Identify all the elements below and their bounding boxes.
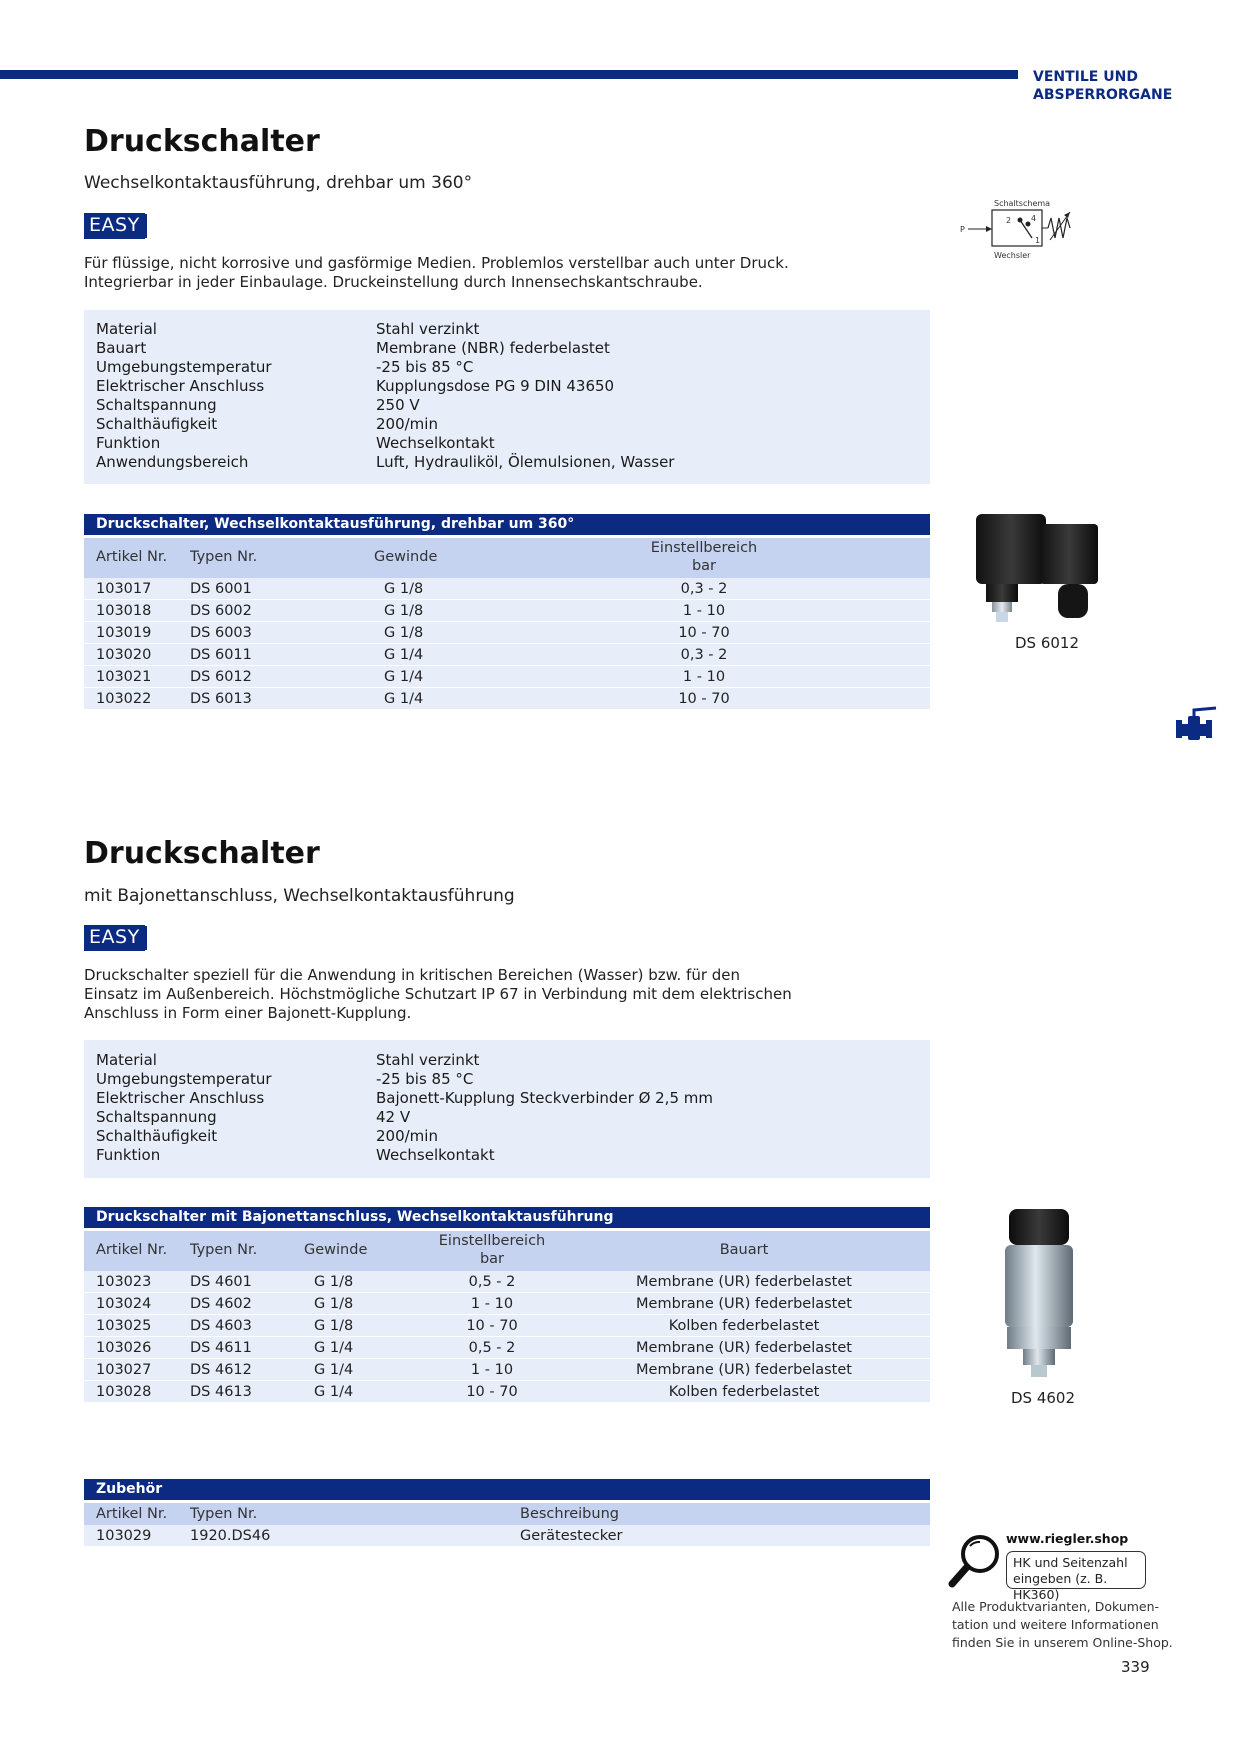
cell-bereich: 10 - 70 xyxy=(466,1384,518,1400)
schematic-n4: 4 xyxy=(1031,214,1037,223)
cell-gewinde: G 1/8 xyxy=(384,625,424,641)
cell-typen: DS 6011 xyxy=(190,647,252,663)
schematic-title: Schaltschema xyxy=(994,199,1051,208)
table-row xyxy=(84,644,930,666)
product2-description: Druckschalter speziell für die Anwendung in kritischen Bereichen (Wasser) bzw. für den Einsatz im Außenbereich. Höchstmögliche Schutzart IP 67 in Verbindung mit dem elektrischen Anschluss in Form einer Bajonett-Kupplung. xyxy=(84,966,792,1022)
cell-typen: DS 6001 xyxy=(190,581,252,597)
shop-url[interactable]: www.riegler.shop xyxy=(1006,1531,1129,1546)
cell-typen: 1920.DS46 xyxy=(190,1528,271,1544)
cell-bereich: 1 - 10 xyxy=(682,669,726,685)
cell-artikel: 103017 xyxy=(96,581,152,597)
spec-key: Material xyxy=(96,320,157,338)
product2-title: Druckschalter xyxy=(84,836,320,871)
spec-value: -25 bis 85 °C xyxy=(376,358,474,376)
cell-gewinde: G 1/4 xyxy=(384,647,424,663)
cell-typen: DS 6012 xyxy=(190,669,252,685)
col-typen: Typen Nr. xyxy=(190,1242,258,1258)
table-row xyxy=(84,1359,930,1381)
spec-value: Kupplungsdose PG 9 DIN 43650 xyxy=(376,377,615,395)
cell-typen: DS 4602 xyxy=(190,1296,252,1312)
cell-beschreibung: Gerätestecker xyxy=(520,1528,623,1544)
spec-key: Funktion xyxy=(96,1146,161,1164)
col-einstellbereich-unit: bar xyxy=(691,558,717,574)
product2-image-caption: DS 4602 xyxy=(1011,1389,1076,1407)
table-row xyxy=(84,1293,930,1315)
cell-bereich: 10 - 70 xyxy=(678,625,730,641)
col-bauart: Bauart xyxy=(719,1242,769,1258)
table-row xyxy=(84,1525,930,1547)
spec-row xyxy=(84,1127,930,1146)
cell-artikel: 103028 xyxy=(96,1384,152,1400)
table-row xyxy=(84,1381,930,1403)
product1-specs xyxy=(84,310,930,484)
col-einstellbereich: Einstellbereich xyxy=(438,1233,546,1249)
product1-table-header xyxy=(84,538,930,578)
spec-value: Wechselkontakt xyxy=(376,1146,495,1164)
spec-key: Schalthäufigkeit xyxy=(96,1127,218,1145)
cell-typen: DS 4603 xyxy=(190,1318,252,1334)
table-row xyxy=(84,688,930,710)
cell-bereich: 10 - 70 xyxy=(678,691,730,707)
product1-table-title: Druckschalter, Wechselkontaktausführung, drehbar um 360° xyxy=(84,514,930,535)
magnifier-icon xyxy=(946,1532,1004,1590)
spec-key: Bauart xyxy=(96,339,147,357)
cell-typen: DS 6003 xyxy=(190,625,252,641)
cell-artikel: 103020 xyxy=(96,647,152,663)
cell-gewinde: G 1/4 xyxy=(314,1340,354,1356)
spec-row xyxy=(84,396,930,415)
col-artikel: Artikel Nr. xyxy=(96,1242,168,1258)
col-artikel: Artikel Nr. xyxy=(96,549,168,565)
cell-bereich: 10 - 70 xyxy=(466,1318,518,1334)
cell-typen: DS 4612 xyxy=(190,1362,252,1378)
spec-row xyxy=(84,434,930,453)
product1-easy-badge: EASY xyxy=(84,213,145,239)
section-label: VENTILE UND ABSPERRORGANE xyxy=(1033,69,1173,103)
cell-gewinde: G 1/8 xyxy=(384,603,424,619)
cell-bauart: Kolben federbelastet xyxy=(668,1384,820,1400)
top-bar xyxy=(0,70,1018,79)
cell-bereich: 1 - 10 xyxy=(682,603,726,619)
spec-value: 200/min xyxy=(376,415,438,433)
spec-row xyxy=(84,1146,930,1165)
product-image-ds4602 xyxy=(995,1205,1085,1380)
accessory-title: Zubehör xyxy=(84,1479,930,1500)
spec-value: 42 V xyxy=(376,1108,411,1126)
spec-key: Material xyxy=(96,1051,157,1069)
switch-schematic-icon xyxy=(958,198,1108,263)
col-gewinde: Gewinde xyxy=(304,1242,368,1258)
spec-row xyxy=(84,1108,930,1127)
cell-artikel: 103027 xyxy=(96,1362,152,1378)
cell-gewinde: G 1/8 xyxy=(314,1296,354,1312)
spec-key: Elektrischer Anschluss xyxy=(96,377,265,395)
cell-bauart: Membrane (UR) federbelastet xyxy=(636,1362,852,1378)
cell-artikel: 103024 xyxy=(96,1296,152,1312)
product2-subtitle: mit Bajonettanschluss, Wechselkontaktausführung xyxy=(84,886,515,906)
cell-gewinde: G 1/4 xyxy=(314,1362,354,1378)
valve-icon xyxy=(1176,706,1218,740)
cell-artikel: 103023 xyxy=(96,1274,152,1290)
table-row xyxy=(84,600,930,622)
spec-row xyxy=(84,453,930,472)
product2-table xyxy=(84,1207,930,1403)
cell-gewinde: G 1/8 xyxy=(314,1318,354,1334)
spec-key: Schaltspannung xyxy=(96,1108,217,1126)
table-row xyxy=(84,622,930,644)
product-image-ds6012 xyxy=(970,510,1120,630)
cell-artikel: 103026 xyxy=(96,1340,152,1356)
cell-artikel: 103021 xyxy=(96,669,152,685)
product2-easy-badge: EASY xyxy=(84,925,145,951)
product1-title: Druckschalter xyxy=(84,124,320,159)
cell-gewinde: G 1/4 xyxy=(384,691,424,707)
spec-value: Membrane (NBR) federbelastet xyxy=(376,339,610,357)
spec-value: 250 V xyxy=(376,396,420,414)
shop-hint-box: HK und Seitenzahl eingeben (z. B. HK360) xyxy=(1006,1551,1146,1589)
spec-value: Bajonett-Kupplung Steckverbinder Ø 2,5 mm xyxy=(376,1089,713,1107)
spec-value: Luft, Hydrauliköl, Ölemulsionen, Wasser xyxy=(376,453,675,471)
cell-gewinde: G 1/8 xyxy=(384,581,424,597)
cell-artikel: 103022 xyxy=(96,691,152,707)
page-number: 339 xyxy=(1121,1658,1150,1676)
cell-artikel: 103018 xyxy=(96,603,152,619)
table-row xyxy=(84,578,930,600)
col-einstellbereich: Einstellbereich xyxy=(650,540,758,556)
product2-table-header xyxy=(84,1231,930,1271)
cell-bereich: 0,5 - 2 xyxy=(468,1340,516,1356)
cell-bereich: 0,5 - 2 xyxy=(468,1274,516,1290)
spec-row xyxy=(84,1089,930,1108)
spec-value: Wechselkontakt xyxy=(376,434,495,452)
spec-key: Umgebungstemperatur xyxy=(96,358,272,376)
cell-artikel: 103025 xyxy=(96,1318,152,1334)
cell-typen: DS 6013 xyxy=(190,691,252,707)
spec-key: Umgebungstemperatur xyxy=(96,1070,272,1088)
spec-row xyxy=(84,320,930,339)
spec-key: Anwendungsbereich xyxy=(96,453,249,471)
schematic-label: Wechsler xyxy=(994,251,1031,260)
cell-gewinde: G 1/4 xyxy=(384,669,424,685)
col-einstellbereich-unit: bar xyxy=(479,1251,505,1267)
spec-key: Schaltspannung xyxy=(96,396,217,414)
product2-table-title: Druckschalter mit Bajonettanschluss, Wechselkontaktausführung xyxy=(84,1207,930,1228)
spec-value: Stahl verzinkt xyxy=(376,320,480,338)
spec-key: Elektrischer Anschluss xyxy=(96,1089,265,1107)
product1-description: Für flüssige, nicht korrosive und gasförmige Medien. Problemlos verstellbar auch unter Druck. Integrierbar in jeder Einbaulage. Druckeinstellung durch Innensechskantschraube. xyxy=(84,254,789,291)
cell-bauart: Membrane (UR) federbelastet xyxy=(636,1274,852,1290)
col-artikel: Artikel Nr. xyxy=(96,1506,168,1522)
spec-row xyxy=(84,1070,930,1089)
product2-specs xyxy=(84,1040,930,1178)
cell-typen: DS 4611 xyxy=(190,1340,252,1356)
col-gewinde: Gewinde xyxy=(374,549,438,565)
spec-key: Funktion xyxy=(96,434,161,452)
cell-bereich: 0,3 - 2 xyxy=(680,647,728,663)
badge-divider xyxy=(145,214,147,238)
product1-subtitle: Wechselkontaktausführung, drehbar um 360° xyxy=(84,173,473,193)
cell-gewinde: G 1/8 xyxy=(314,1274,354,1290)
cell-typen: DS 6002 xyxy=(190,603,252,619)
cell-artikel: 103029 xyxy=(96,1528,152,1544)
product1-table xyxy=(84,514,930,710)
cell-bereich: 0,3 - 2 xyxy=(680,581,728,597)
cell-gewinde: G 1/4 xyxy=(314,1384,354,1400)
cell-bauart: Membrane (UR) federbelastet xyxy=(636,1296,852,1312)
table-row xyxy=(84,666,930,688)
table-row xyxy=(84,1271,930,1293)
cell-bauart: Membrane (UR) federbelastet xyxy=(636,1340,852,1356)
table-row xyxy=(84,1337,930,1359)
spec-row xyxy=(84,339,930,358)
col-typen: Typen Nr. xyxy=(190,549,258,565)
spec-value: -25 bis 85 °C xyxy=(376,1070,474,1088)
cell-artikel: 103019 xyxy=(96,625,152,641)
col-typen: Typen Nr. xyxy=(190,1506,258,1522)
cell-bauart: Kolben federbelastet xyxy=(668,1318,820,1334)
table-row xyxy=(84,1315,930,1337)
spec-row xyxy=(84,415,930,434)
spec-row xyxy=(84,377,930,396)
cell-bereich: 1 - 10 xyxy=(470,1296,514,1312)
accessory-table xyxy=(84,1479,930,1547)
shop-info: Alle Produktvarianten, Dokumen- tation und weitere Informationen finden Sie in unserem Online-Shop. xyxy=(952,1599,1173,1650)
schematic-n1: 1 xyxy=(1035,236,1041,245)
cell-typen: DS 4613 xyxy=(190,1384,252,1400)
spec-key: Schalthäufigkeit xyxy=(96,415,218,433)
badge-divider xyxy=(145,926,147,950)
schematic-p: P xyxy=(960,225,965,234)
schematic-n2: 2 xyxy=(1006,216,1012,225)
cell-typen: DS 4601 xyxy=(190,1274,252,1290)
col-beschreibung: Beschreibung xyxy=(520,1506,619,1522)
accessory-header xyxy=(84,1503,930,1525)
spec-value: 200/min xyxy=(376,1127,438,1145)
spec-row xyxy=(84,358,930,377)
spec-row xyxy=(84,1051,930,1070)
spec-value: Stahl verzinkt xyxy=(376,1051,480,1069)
product1-image-caption: DS 6012 xyxy=(1015,634,1080,652)
cell-bereich: 1 - 10 xyxy=(470,1362,514,1378)
